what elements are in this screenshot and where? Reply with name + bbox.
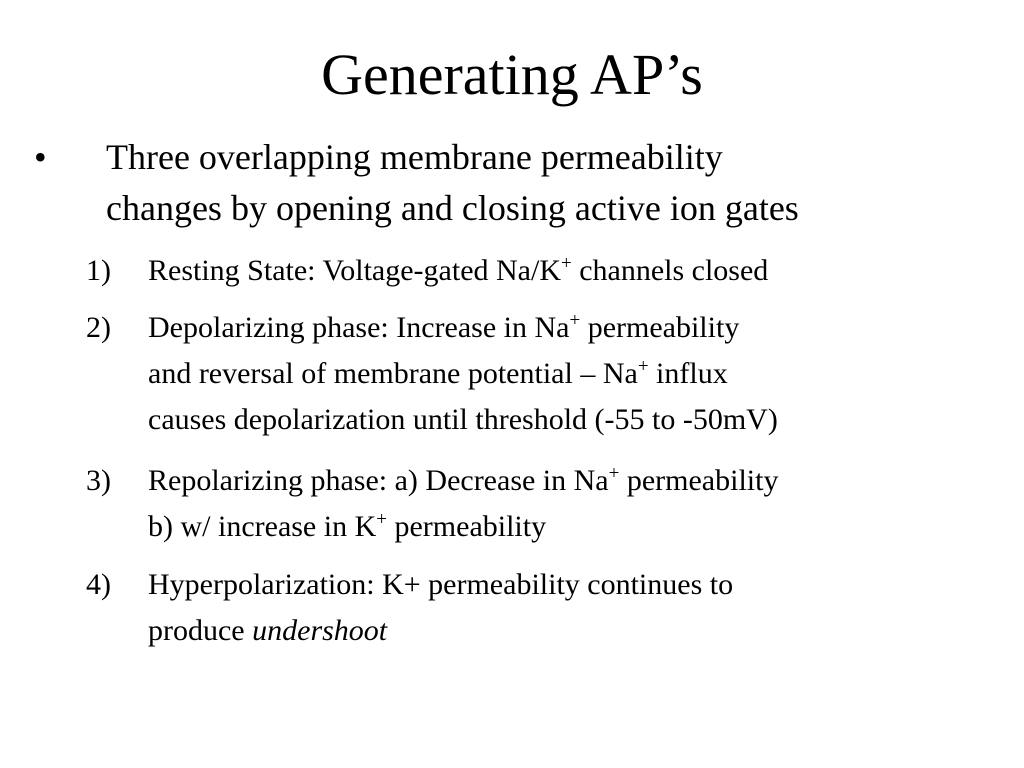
text-segment: Depolarizing phase: Increase in Na [148, 311, 570, 344]
bullet-line-1: Three overlapping membrane permeability [106, 137, 723, 177]
item-text [148, 305, 1018, 443]
item-line [148, 305, 1018, 351]
superscript: + [569, 310, 581, 331]
item-number: 4) [86, 568, 111, 601]
superscript: + [608, 463, 620, 484]
superscript: + [376, 509, 387, 530]
text-segment: permeability [386, 510, 547, 543]
text-segment: produce [148, 614, 253, 647]
superscript: + [560, 253, 572, 274]
text-segment: and reversal of membrane potential – Na [148, 357, 638, 390]
item-line: causes depolarization until threshold (-55 to -50mV) [148, 403, 778, 436]
item-line [148, 248, 1018, 294]
item-number: 1) [86, 254, 111, 287]
item-text [148, 248, 1018, 294]
item-line [148, 351, 1018, 397]
text-segment: b) w/ increase in K [148, 510, 377, 543]
item-number: 2) [86, 311, 111, 344]
text-segment: influx [648, 357, 728, 390]
text-segment: permeability [619, 464, 779, 497]
item-line [148, 458, 1018, 504]
item-number: 3) [86, 464, 111, 497]
text-segment: permeability [580, 311, 740, 344]
italic-term: undershoot [252, 614, 388, 647]
bullet-icon: • [34, 137, 47, 177]
text-segment: Repolarizing phase: a) Decrease in Na [148, 464, 609, 497]
item-line [148, 504, 1018, 550]
superscript: + [637, 356, 649, 377]
item-text [148, 562, 1018, 654]
item-line: Hyperpolarization: K+ permeability continues to [148, 568, 734, 601]
bullet-text [106, 132, 1006, 234]
text-segment: channels closed [571, 254, 769, 287]
item-line [148, 608, 1018, 654]
slide-title: Generating AP’s [321, 42, 703, 107]
item-text [148, 458, 1018, 550]
bullet-line-2: changes by opening and closing active ion gates [106, 188, 799, 228]
text-segment: Resting State: Voltage-gated Na/K [148, 254, 561, 287]
